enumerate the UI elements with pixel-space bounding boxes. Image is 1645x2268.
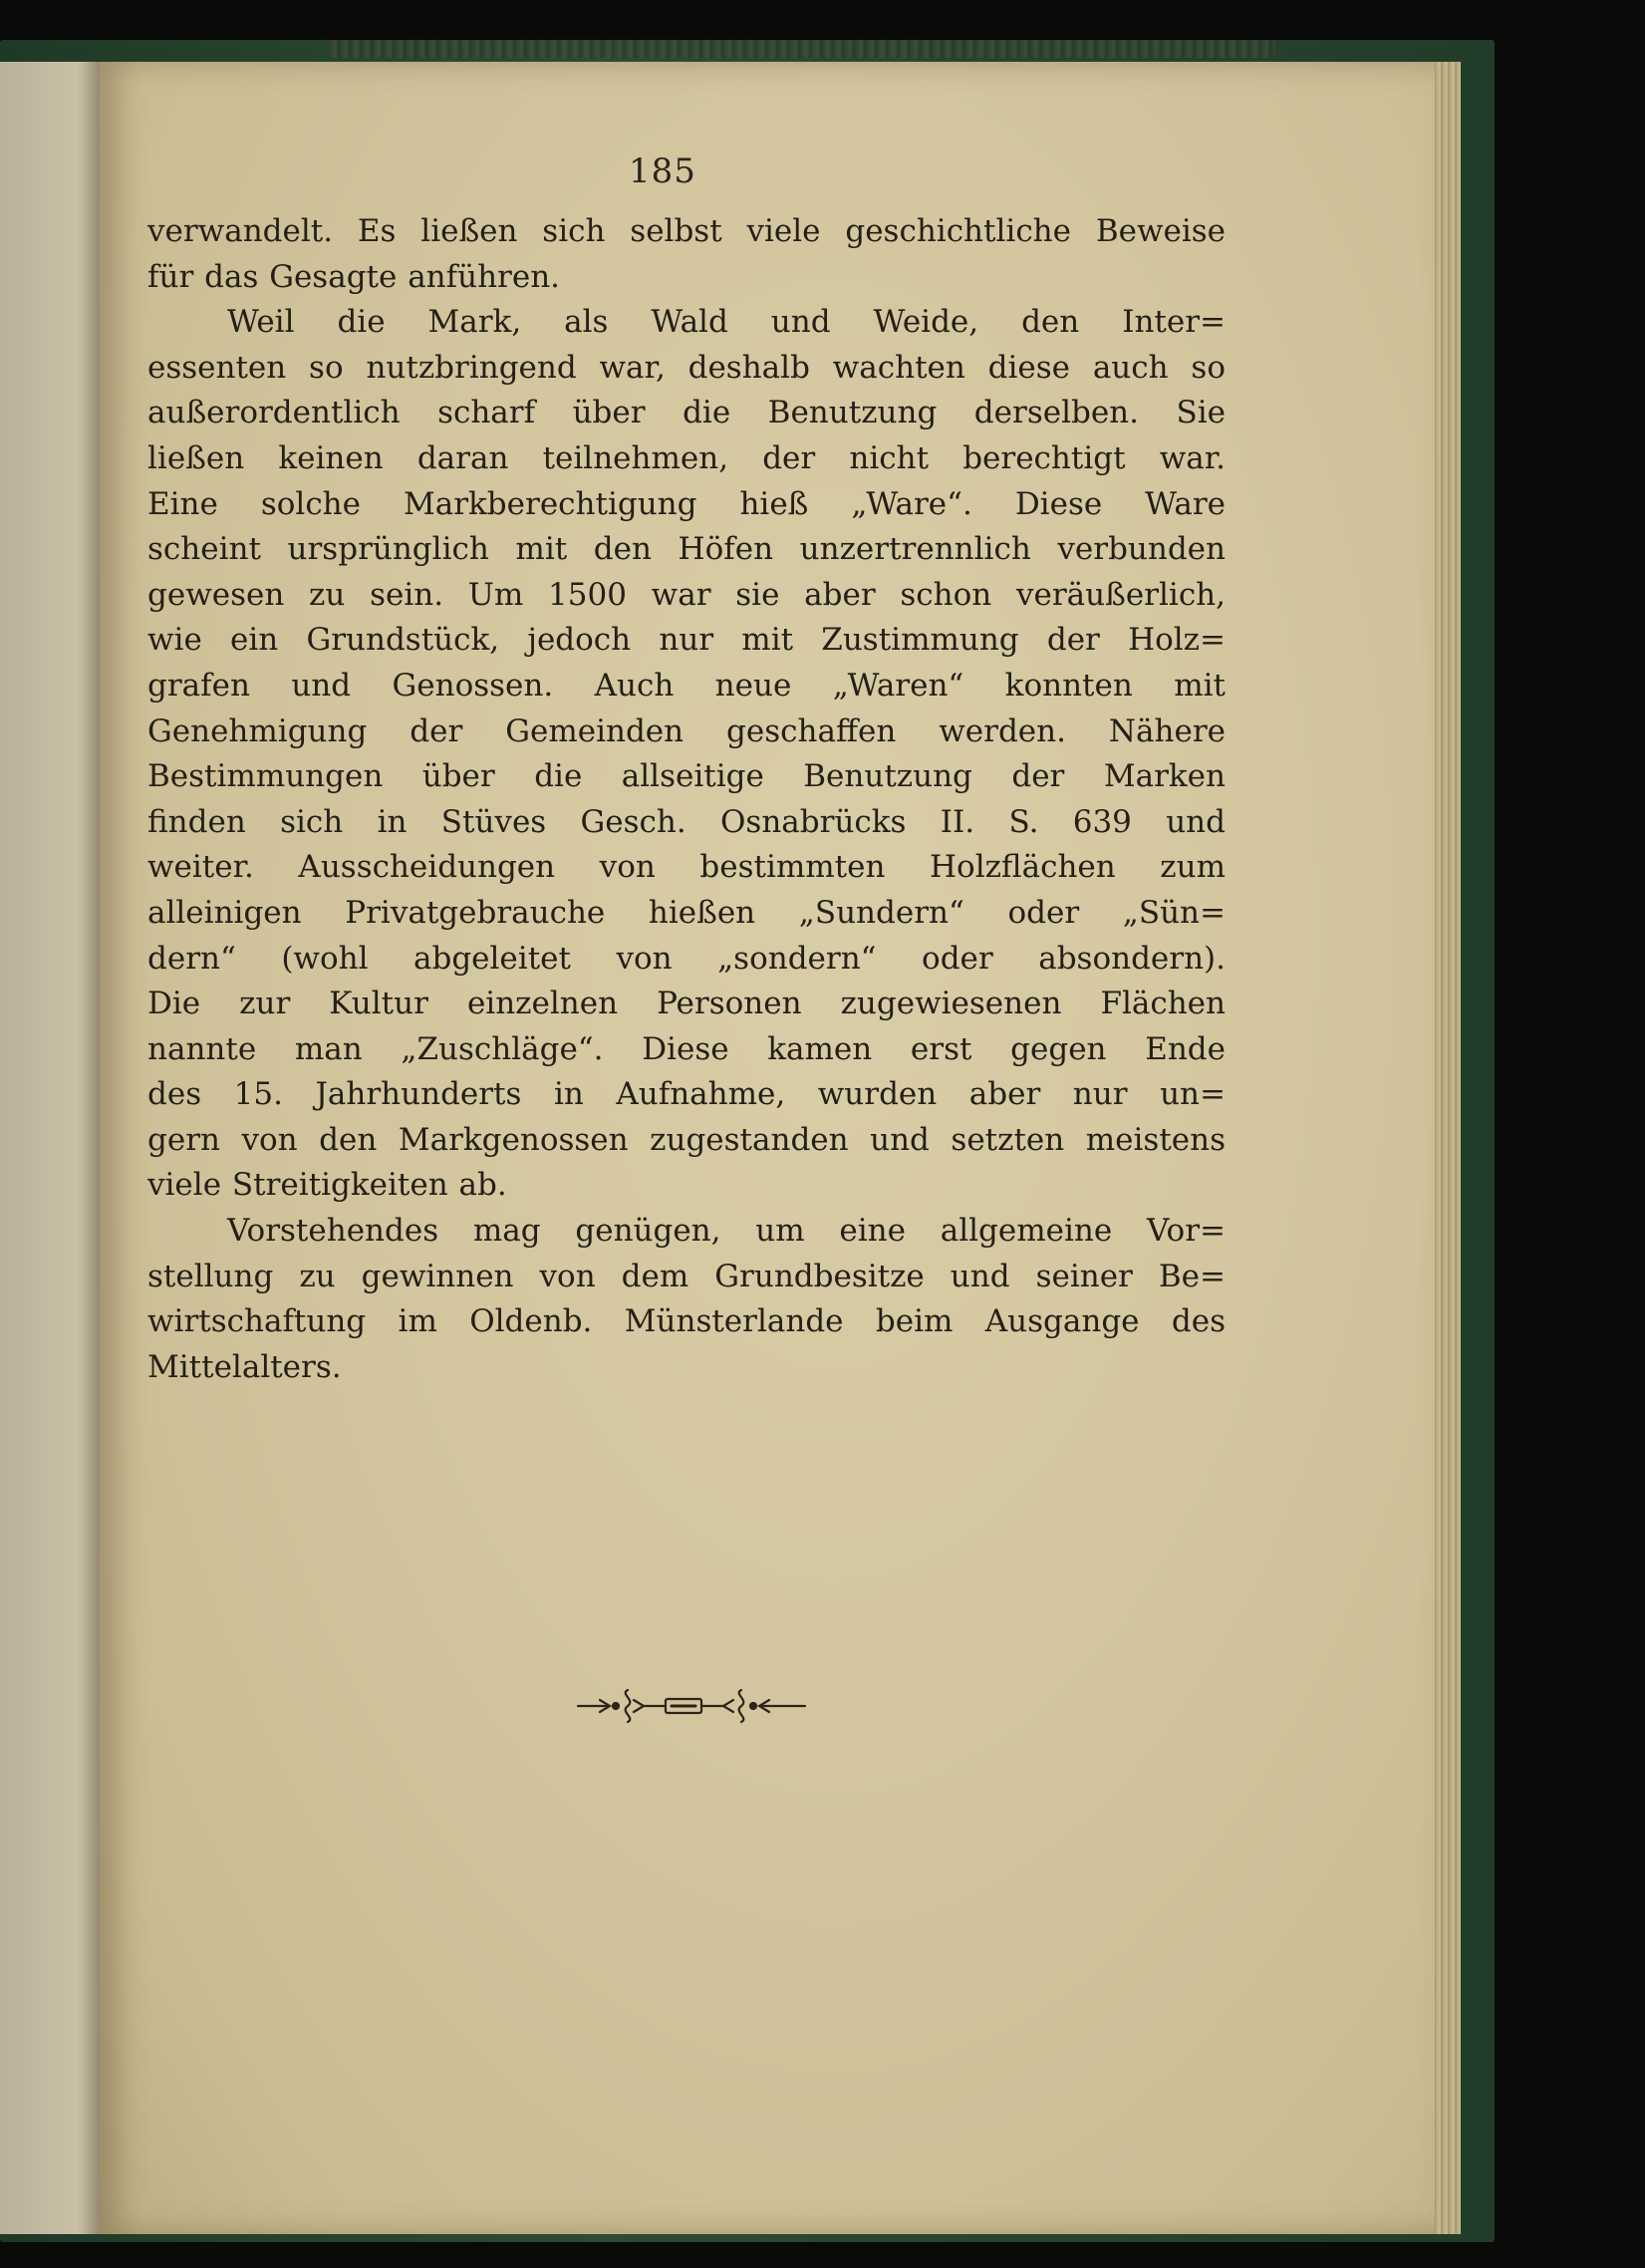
text-line: Genehmigung der Gemeinden geschaffen werden. Nähere <box>147 712 1226 749</box>
text-line: wie ein Grundstück, jedoch nur mit Zustimmung der Holz= <box>147 622 1226 659</box>
text-line: Weil die Mark, als Wald und Weide, den Inter= <box>227 304 1226 341</box>
text-line: für das Gesagte anführen. <box>147 258 561 295</box>
text-line: verwandelt. Es ließen sich selbst viele geschichtliche Beweise <box>147 213 1226 249</box>
text-line: dern“ (wohl abgeleitet von „sondern“ oder absondern). <box>147 940 1226 977</box>
text-line: außerordentlich scharf über die Benutzung derselben. Sie <box>147 395 1226 431</box>
text-line: scheint ursprünglich mit den Höfen unzertrennlich verbunden <box>147 531 1226 568</box>
text-line: Eine solche Markberechtigung hieß „Ware“. Diese Ware <box>147 485 1226 522</box>
fleuron-divider-icon <box>568 1676 817 1736</box>
text-line: Die zur Kultur einzelnen Personen zugewiesenen Flächen <box>147 986 1226 1022</box>
text-line: nannte man „Zuschläge“. Diese kamen erst gegen Ende <box>147 1030 1226 1067</box>
text-line: Mittelalters. <box>147 1348 342 1385</box>
text-line: gewesen zu sein. Um 1500 war sie aber schon veräußerlich, <box>147 576 1226 613</box>
page-number: 185 <box>629 151 696 191</box>
text-line: finden sich in Stüves Gesch. Osnabrücks II. S. 639 und <box>147 803 1226 840</box>
text-line: wirtschaftung im Oldenb. Münsterlande beim Ausgange des <box>147 1303 1226 1340</box>
cover-edge <box>329 40 1275 58</box>
book-page <box>100 62 1435 2234</box>
left-page-edge <box>0 62 108 2234</box>
text-line: ließen keinen daran teilnehmen, der nicht berechtigt war. <box>147 439 1226 476</box>
text-line: grafen und Genossen. Auch neue „Waren“ konnten mit <box>147 667 1226 704</box>
text-line: stellung zu gewinnen von dem Grundbesitze und seiner Be= <box>147 1258 1226 1294</box>
body-text <box>147 209 1226 1390</box>
text-line: viele Streitigkeiten ab. <box>147 1167 507 1204</box>
text-line: des 15. Jahrhunderts in Aufnahme, wurden aber nur un= <box>147 1076 1226 1113</box>
text-line: essenten so nutzbringend war, deshalb wachten diese auch so <box>147 349 1226 386</box>
text-line: Bestimmungen über die allseitige Benutzung der Marken <box>147 758 1226 795</box>
text-line: alleinigen Privatgebrauche hießen „Sundern“ oder „Sün= <box>147 894 1226 931</box>
text-line: gern von den Markgenossen zugestanden und setzten meistens <box>147 1121 1226 1158</box>
text-line: Vorstehendes mag genügen, um eine allgemeine Vor= <box>227 1213 1226 1250</box>
text-line: weiter. Ausscheidungen von bestimmten Holzflächen zum <box>147 849 1226 886</box>
